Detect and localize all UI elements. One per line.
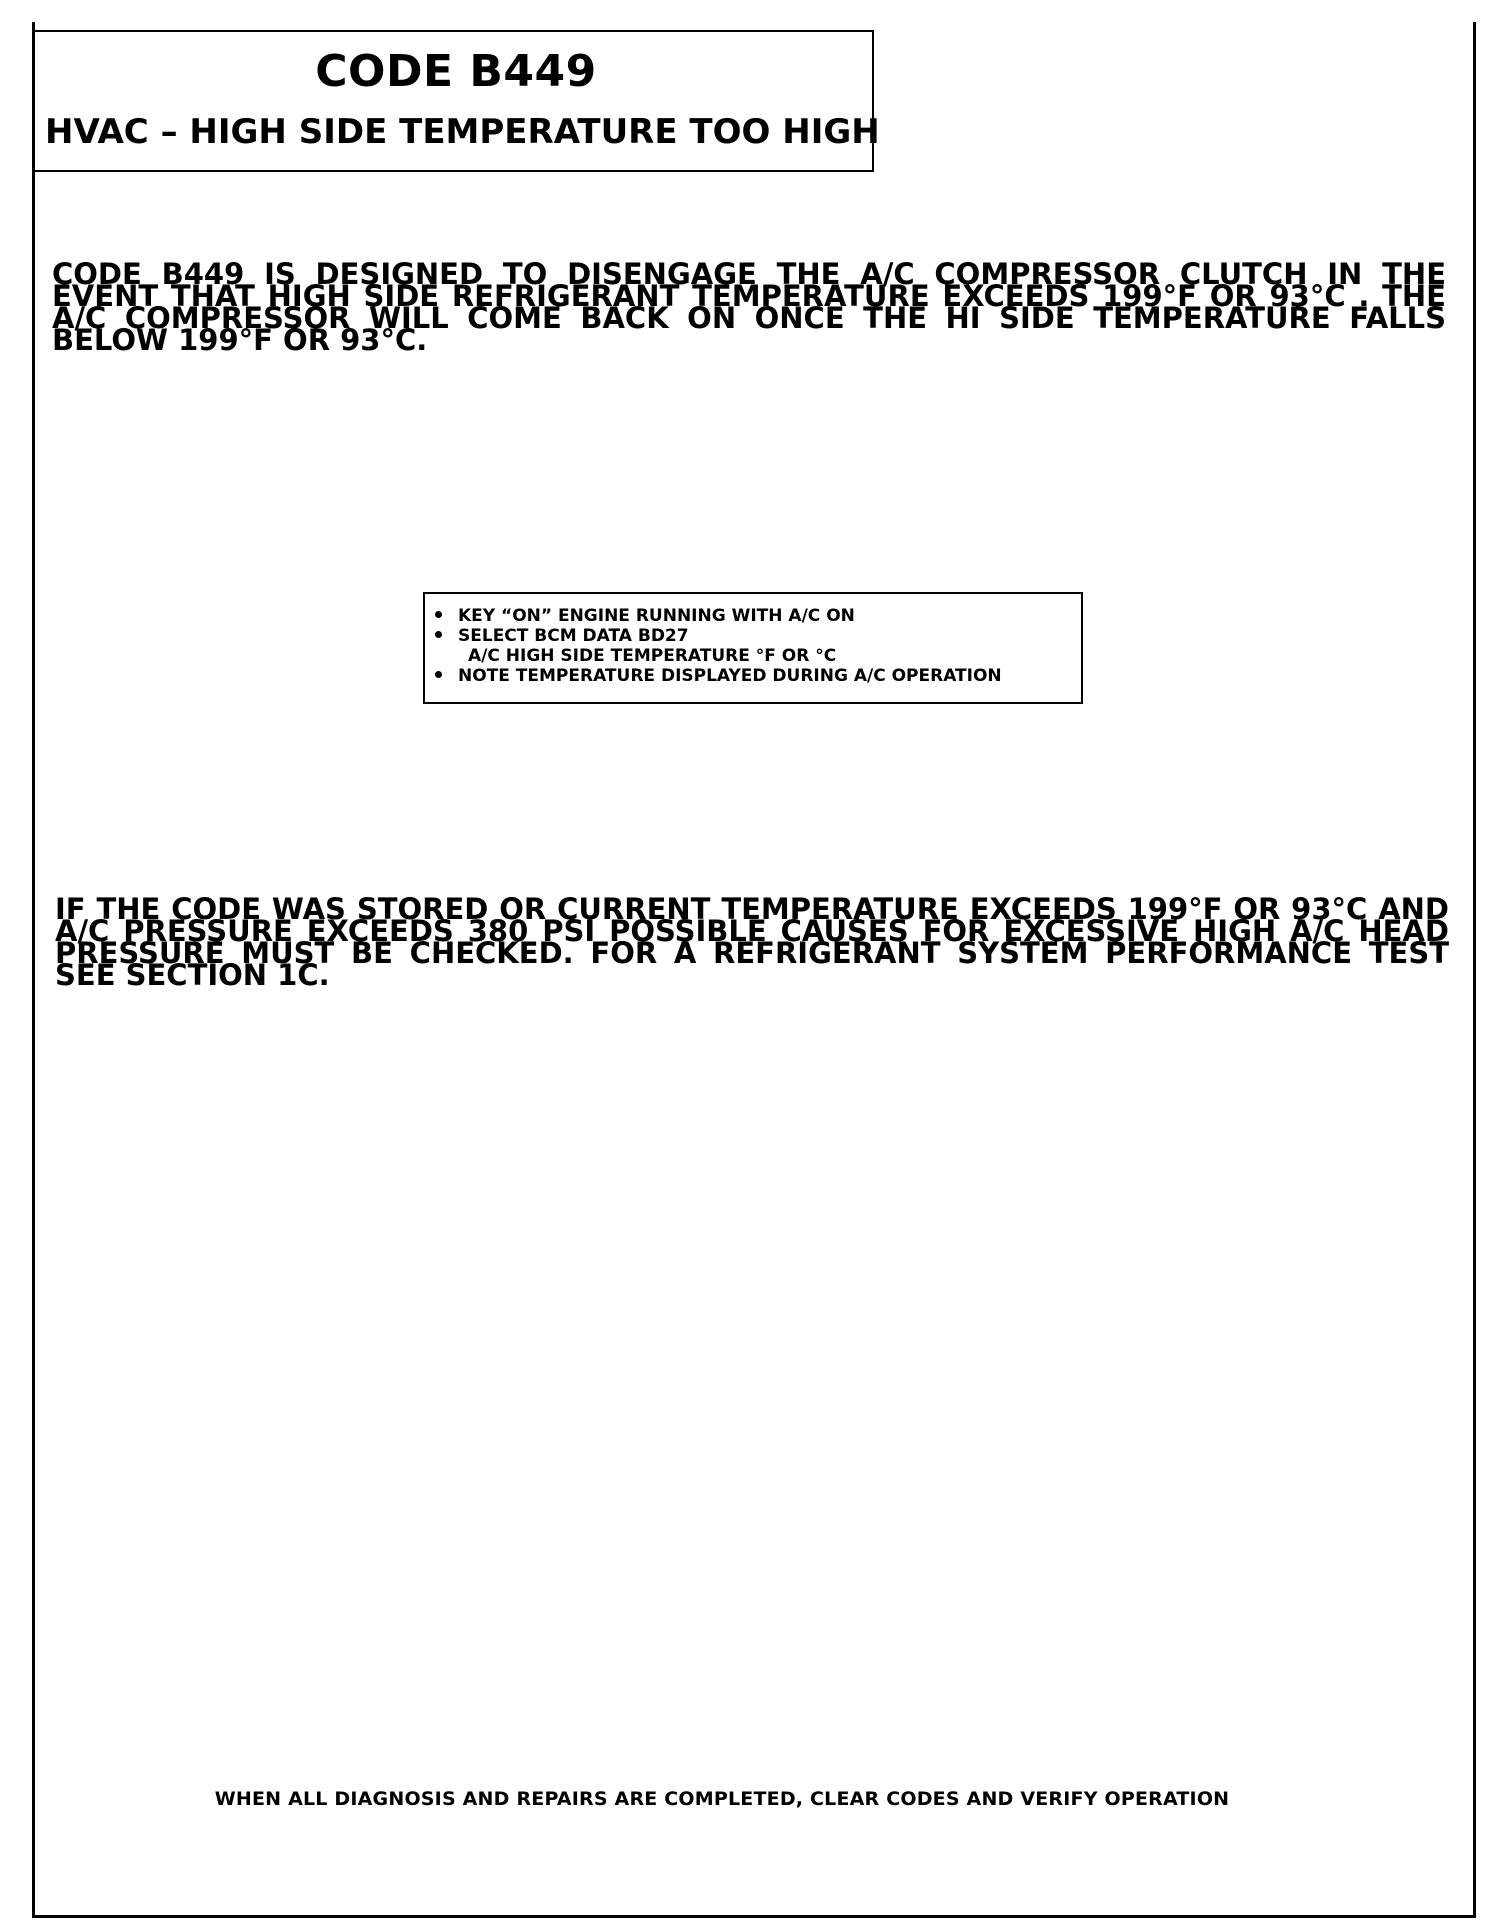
step-text: SELECT BCM DATA BD27 (458, 626, 689, 646)
intro-paragraph: CODE B449 IS DESIGNED TO DISENGAGE THE A/C COMPRESSOR CLUTCH IN THE EVENT THAT HIGH SIDE REFRIGERANT TEMPERATURE EXCEEDS 199°F OR 93°C . THE A/C COMPRESSOR WILL COME BACK ON ONCE THE HI SIDE TEMPERATURE FALLS BELOW 199°F OR 93°C. (52, 257, 1446, 357)
footer-note: WHEN ALL DIAGNOSIS AND REPAIRS ARE COMPLETED, CLEAR CODES AND VERIFY OPERATION (214, 1788, 1230, 1810)
result-paragraph: IF THE CODE WAS STORED OR CURRENT TEMPERATURE EXCEEDS 199°F OR 93°C AND A/C PRESSURE EXCEEDS 380 PSI POSSIBLE CAUSES FOR EXCESSIVE HIGH A/C HEAD PRESSURE MUST BE CHECKED. FOR A REFRIGERANT SYSTEM PERFORMANCE TEST SEE SECTION 1C. (55, 892, 1449, 992)
step-text: A/C HIGH SIDE TEMPERATURE °F OR °C (468, 646, 837, 666)
step-item (435, 666, 1002, 686)
step-item (435, 626, 689, 646)
test-steps-box (423, 592, 1083, 704)
step-text: KEY “ON” ENGINE RUNNING WITH A/C ON (458, 606, 855, 626)
step-text: NOTE TEMPERATURE DISPLAYED DURING A/C OPERATION (458, 666, 1002, 686)
bullet-icon (435, 611, 442, 618)
bullet-icon (435, 631, 442, 638)
title-box (32, 30, 880, 172)
step-item-continuation (468, 646, 836, 666)
step-item (435, 606, 855, 626)
bullet-icon (435, 671, 442, 678)
code-subtitle: HVAC – HIGH SIDE TEMPERATURE TOO HIGH (45, 112, 880, 152)
code-title: CODE B449 (315, 46, 597, 97)
